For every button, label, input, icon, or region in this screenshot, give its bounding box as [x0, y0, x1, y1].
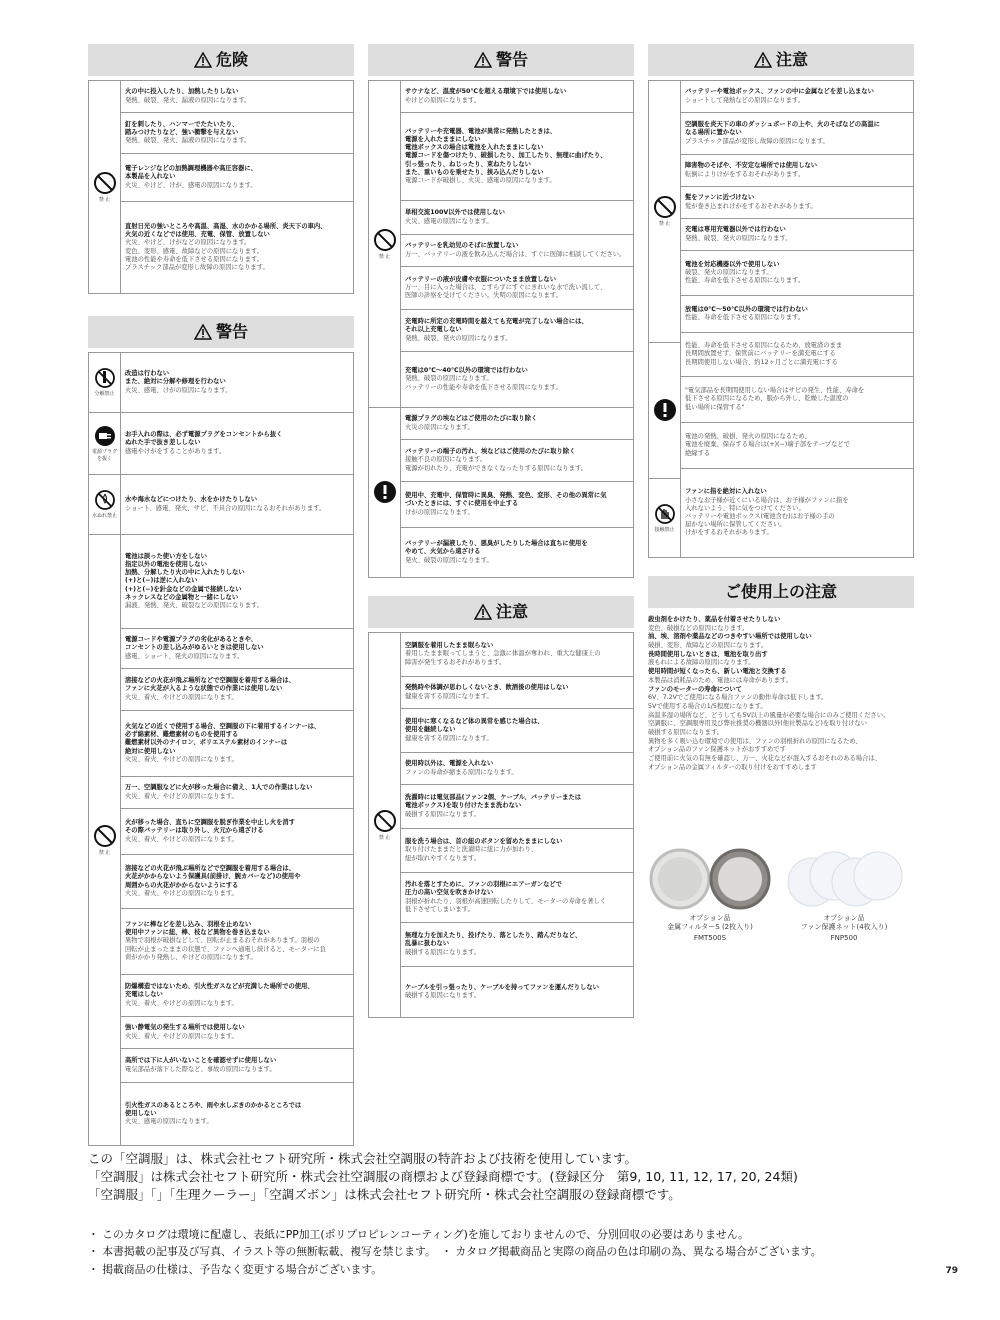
caution2-item-7: 汚れを落とすために、ファンの羽根にエアーガンなどで 圧力の高い空気を吹きかけない 羽根が折れたり、羽根が高速回転したりして、モーターの寿命を著しく 低下させてしまいます。 — [401, 873, 633, 923]
warning1-item-6: 溶接などの火花が飛ぶ場所などで空調服を着用する場合は、 ファンに火花が入るような状態での作業には使用しない 火災、着火、やけどの原因になります。 — [121, 669, 353, 711]
warning2-item-7: 充電は0℃〜40℃以外の環境では行わない 発熱、破裂の原因になります。 バッテリーの性能や寿命を低下させる原因になります。 — [401, 352, 633, 408]
prohibited-cell: 禁 止 — [369, 633, 400, 1017]
usage-line: 使用時間が短くなったら、新しい電池と交換する — [648, 668, 787, 676]
caution3-item-9: "電気部品を長期間使用しない場合はサビの発生、性能、寿命を 低下させる原因になるため、服から外し、乾燥した温度の 低い場所に保管する" — [681, 377, 913, 423]
warning1-item-12: 防爆構造ではないため、引火性ガスなどが充満した場所での使用、 充電はしない 火災、着火、やけどの原因になります。 — [121, 975, 353, 1017]
warning2-item-8: 電源プラグの埃などはご使用のたびに取り除く 火災の原因になります。 — [401, 408, 633, 440]
catalog-note: ・ このカタログは環境に配慮し、表紙にPP加工(ポリプロピレンコーティング)を施しておりませんので、分別回収の必要はありません。 — [88, 1228, 749, 1241]
caution2-item-2: 発熱時や体調が思わしくないとき、飲酒後の使用はしない 健康を害する原因になります。 — [401, 677, 633, 709]
usage-header — [648, 576, 914, 608]
trademark-line: 「空調服」は株式会社セフト研究所・株式会社空調服の商標および登録商標です。(登録区分 第9, 10, 11, 12, 17, 20, 24類) — [88, 1168, 798, 1184]
usage-notes — [648, 576, 914, 772]
warning2-item-11: バッテリーが漏液したり、悪臭がしたりした場合は直ちに使用を やめて、火気から遠ざける 発火、破裂の原因になります。 — [405, 540, 588, 564]
usage-title: ご使用上の注意 — [724, 581, 837, 601]
danger-title: 危険 — [215, 49, 248, 69]
warning1-item-13: 強い静電気の発生する場所では使用しない 火災、着火、やけどの原因になります。 — [121, 1017, 353, 1049]
warning-triangle-icon — [194, 324, 212, 340]
caution2-item-1: 空調服を着用したまま眠らない 着用したまま眠ってしまうと、急激に体温が奪われ、重大な健康上の 障害が発生するおそれがあります。 — [401, 633, 633, 677]
usage-line: 液もれによる故障の原因になります。 — [648, 659, 755, 667]
warning1-item-8: 万一、空調服などに火が移った場合に備え、1人での作業はしない 火災、着火、やけどの原因になります。 — [121, 777, 353, 809]
warning-section-1 — [88, 352, 354, 1146]
danger-section — [88, 80, 354, 294]
caution2-item-6: 服を洗う場合は、首の紐のボタンを留めたままにしない 取り付けたままだと洗濯時に紐に力が加わり、 紐が取れやすくなります。 — [401, 829, 633, 873]
caution-header-3 — [648, 44, 914, 76]
caution-title-3: 注意 — [775, 49, 808, 69]
warning-header-1 — [88, 316, 354, 348]
protection-net-image — [784, 848, 904, 912]
warning-header-2 — [368, 44, 634, 76]
page-number: 79 — [945, 1266, 958, 1276]
mandatory-cell — [369, 408, 400, 577]
catalog-notes — [88, 1226, 948, 1278]
warning2-item-10: 使用中、充電中、保管時に異臭、発熱、変色、変形、その他の異常に気 づいたときには、すぐに使用を中止する けがの原因になります。 — [401, 482, 633, 528]
warning2-item-9: バッテリーの端子の汚れ、埃などはご使用のたびに取り除く 接触不良の原因になります。 電源が切れたり、充電ができなくなったりする原因になります。 — [401, 440, 633, 482]
prohibited-cell: 禁 止 — [89, 535, 120, 1145]
prohibited-cell: 禁 止 — [369, 81, 400, 408]
caution-title-2: 注意 — [495, 601, 528, 621]
danger-item-2: 釘を刺したり、ハンマーでたたいたり、 踏みつけたりなど、強い衝撃を与えない 発熱、破裂、発火、漏液の原因になります。 — [121, 113, 353, 154]
prohibited-icon — [653, 195, 677, 219]
mandatory-cell — [649, 343, 680, 479]
danger-item-3: 電子レンジなどの加熱調理機器や高圧容器に、 本製品を入れない 火災、やけど、けが、感電の原因になります。 — [121, 154, 353, 202]
caution2-item-8: 無理な力を加えたり、投げたり、落としたり、踏んだりなど、 乱暴に扱わない 破損する原因になります。 — [401, 923, 633, 967]
usage-line: 長時間使用しないときは、電池を取り出す — [648, 650, 768, 658]
caution3-item-8: 性能、寿命を低下させる原因になるため、放電済のまま 長期間放置せず、保管前にバッテリーを満充電にする 長期間使用しない場合、約12ヶ月ごとに満充電にする — [681, 333, 913, 377]
warning-triangle-icon — [474, 52, 492, 68]
prohibited-icon — [93, 824, 117, 848]
caution3-item-10: 電池の発熱、破損、発火の原因になるため、 電池を廃棄、保存する場合は(+)(−)端子部をテープなどで 絶縁する — [681, 423, 913, 469]
warning2-item-2: バッテリーや充電器、電池が異常に発熱したときは、 電源を入れたままにしない 電池ボックスの場合は電池を入れたままにしない 電源コードを傷つけたり、破損したり、加工したり、無理に曲げたり、 引っ張ったり、ねじったり、束ねたりしない また、重いものを乗せたり、挟み込んだりしない 電源コードが破損し、火災、感電の原因になります。 — [401, 113, 633, 201]
warning2-item-3: 単相交流100V以外では使用しない 火災、感電の原因になります。 — [401, 201, 633, 235]
unplug-cell: 電源プラグ を抜く — [89, 413, 120, 475]
caution3-item-5: 充電は専用充電器以外では行わない 発熱、破裂、発火の原因になります。 — [681, 219, 913, 251]
prohibited-icon — [373, 809, 397, 833]
exclamation-icon — [653, 398, 677, 422]
warning1-item-2: お手入れの際は、必ず電源プラグをコンセントから抜く ぬれた手で抜き差ししない 感電やけがをすることがあります。 — [121, 413, 353, 475]
trademark-line: この「空調服」は、株式会社セフト研究所・株式会社空調服の特許および技術を使用しています。 — [88, 1151, 638, 1166]
no-touch-cell: 接触禁止 — [649, 479, 680, 557]
warning1-item-3: 水や海水などにつけたり、水をかけたりしない ショート、感電、発火、サビ、不具合の原因になるおそれがあります。 — [121, 475, 353, 535]
warning-section-2 — [368, 80, 634, 578]
prohibited-label: 禁 止 — [98, 196, 111, 203]
column-1 — [88, 44, 354, 1146]
warning-title-1: 警告 — [215, 321, 248, 341]
usage-line: 変色、破損などの原因になります。 — [648, 624, 749, 632]
no-water-cell: 水ぬれ禁止 — [89, 475, 120, 535]
column-3 — [648, 44, 914, 558]
usage-line: 殺虫剤をかけたり、薬品を付着させたりしない — [648, 616, 781, 623]
no-water-icon — [94, 489, 116, 511]
caution3-item-4: 髪をファンに近づけない 髪が巻き込まれけがをするおそれがあります。 — [681, 187, 913, 219]
caution3-item-1: バッテリーや電池ボックス、ファンの中に金属などを差し込まない ショートして発熱などの原因になります。 — [681, 81, 913, 113]
caution-section-3 — [648, 80, 914, 558]
caution-section-2 — [368, 632, 634, 1018]
warning1-item-1: 改造は行わない また、絶対に分解や修理を行わない 火災、感電、けがの原因になります。 — [121, 353, 353, 413]
warning1-item-14: 高所では下に人がいないことを確認せずに使用しない 電気部品が落下した際など、事故の原因になります。 — [121, 1049, 353, 1083]
trademark-line: 「空調服」「」「生理クーラー」「空調ズボン」は株式会社セフト研究所・株式会社空調服の登録商標です。 — [88, 1186, 681, 1202]
warning2-item-6: 充電時に所定の充電時間を越えても充電が完了しない場合には、 それ以上充電しない 発熱、破裂、発火の原因になります。 — [401, 310, 633, 352]
warning1-item-11: ファンに棒などを差し込み、羽根を止めない 使用中ファンに紐、棒、枝など異物を巻き込まない 異物で羽根が破損などして、回転が止まるおそれがあります。羽根の 回転が止まったままの状態で、ファンへ通電し続けると、モーターに負 荷がかかり発熱し、やけどの原因になります。 — [121, 909, 353, 975]
caution3-item-7: 放電は0℃〜50℃以外の環境では行わない 性能、寿命を低下させる原因になります。 — [681, 296, 913, 333]
prohibited-cell — [89, 81, 120, 293]
caution3-item-6: 電池を対応機器以外で使用しない 破裂、発火の原因になります。 性能、寿命を低下させる原因になります。 — [681, 251, 913, 296]
catalog-note: ・ 本書掲載の記事及び写真、イラスト等の無断転載、複写を禁じます。 ・ カタログ掲載商品と実際の商品の色は印刷の為、異なる場合がございます。 — [88, 1245, 822, 1259]
prohibited-icon — [373, 228, 397, 252]
warning1-item-15: 引火性ガスのあるところや、雨や水しぶきのかかるところでは 使用しない 火災、感電の原因になります。 — [125, 1101, 302, 1126]
no-touch-icon — [654, 503, 676, 525]
protection-net-caption: オプション品 ファン保護ネット(4枚入り) FNP500 — [800, 914, 888, 943]
usage-line: 破損、変形、故障などの原因になります。 — [648, 642, 768, 650]
caution3-item-11: ファンに指を絶対に入れない 小さなお子様が近くにいる場合は、お子様がファンに指を 入れないよう、特に気をつけてください。 バッテリーや電池ボックス(電池含む)はお子様の手の 届かない場所に保管してください。 けがをするおそれがあります。 — [685, 488, 849, 537]
metal-filter-caption: オプション品 金属フィルターS (2枚入り) FMT500S — [667, 914, 753, 943]
prohibited-icon — [93, 171, 117, 195]
no-disassembly-icon — [94, 367, 116, 389]
prohibited-cell: 禁 止 — [649, 81, 680, 343]
usage-line: 油、埃、溶剤や薬品などのつきやすい場所では使用しない — [648, 633, 812, 641]
caution2-item-4: 使用時以外は、電源を入れない ファンの寿命が縮まる原因になります。 — [401, 753, 633, 785]
catalog-note: ・ 掲載商品の仕様は、予告なく変更する場合がございます。 — [88, 1262, 383, 1276]
caution3-item-2: 空調服を炎天下の車のダッシュボードの上や、火のそばなどの高温に なる場所に置かない プラスチック部品が変形し故障の原因になります。 — [681, 113, 913, 155]
caution2-item-5: 洗濯時には電気部品(ファン2個、ケーブル、バッテリーまたは 電池ボックス)を取り付けたまま洗わない 破損する原因になります。 — [401, 785, 633, 829]
danger-header — [88, 44, 354, 76]
warning1-item-9: 火が移った場合、直ちに空調服を脱ぎ作業を中止し火を消す その際バッテリーは取り外し、火元から遠ざける 火災、着火、やけどの原因になります。 — [121, 809, 353, 855]
warning1-item-7: 火気などの近くで使用する場合、空調服の下に着用するインナーは、 必ず綿素材、難燃素材のものを使用する 難燃素材以外のナイロン、ポリエステル素材のインナーは 絶対に使用しない 火災、着火、やけどの原因になります。 — [121, 711, 353, 777]
warning2-item-4: バッテリーを乳幼児のそばに放置しない 万一、バッテリーの液を飲み込んだ場合は、すぐに医師に相談してください。 — [401, 235, 633, 267]
caution2-item-3: 使用中に寒くなるなど体の異常を感じた場合は、 使用を継続しない 健康を害する原因になります。 — [401, 709, 633, 753]
warning1-item-5: 電源コードや電源プラグの劣化があるときや、 コンセントの差し込みがゆるいときは使用しない 感電、ショート、発火の原因になります。 — [121, 629, 353, 669]
usage-line: 6V、7.2Vでご使用になる場合ファンの動作寿命は低下します。 5Vで使用する場合の1/5程度になります。 高温多湿の場所など、どうしても5V以上の風量が必要な場合にのみご使用ください。 空調服に、空調服専用及び弊社推奨の機器以外(他社製品など)を取り付けない 破損する原因になります。 異物を多く吸い込む環境での使用は、ファンの羽根折れの原因になるため、 オプション品のファン保護ネットがおすすめです ご使用前に火気の有無を確認し、万一、火花などが混入するおそれのある場合は、 オプション品の金属フィルターの取り付けをおすすめします — [648, 694, 890, 771]
danger-item-4: 直射日光の強いところや高温、高湿、水のかかる場所、炎天下の車内、 火気の近くなどでは使用、充電、保管、放置しない 火災、やけど、けがなどの原因になります。 変色、変形、感電、故障などの原因になります。 電池の性能や寿命を低下させる原因になります。 プラスチック部品が変形し故障の原因になります。 — [125, 222, 327, 271]
warning-triangle-icon — [194, 52, 212, 68]
caution-header-2 — [368, 596, 634, 628]
exclamation-icon — [373, 480, 397, 504]
warning1-item-10: 溶接などの火花が飛ぶ場所などで空調服を着用する場合は、 火花がかからないよう保護具(前掛け、腕カバーなど)の使用や 周囲からの火花がかからないようにする 火災、着火、やけどの原因になります。 — [121, 855, 353, 909]
warning-triangle-icon — [754, 52, 772, 68]
warning-triangle-icon — [474, 604, 492, 620]
column-2 — [368, 44, 634, 1018]
warning2-item-5: バッテリーの液が皮膚や衣服についたまま放置しない 万一、目に入った場合は、こすらずにすぐにきれいな水で洗い流して、 医師の診察を受けてください。失明の原因になります。 — [401, 267, 633, 310]
danger-item-1: 火の中に投入したり、加熱したりしない 発熱、破裂、発火、漏液の原因になります。 — [121, 81, 353, 113]
usage-line: 本製品は消耗品のため、電池には寿命があります。 — [648, 676, 793, 684]
warning2-item-1: サウナなど、温度が50℃を超える環境下では使用しない やけどの原因になります。 — [401, 81, 633, 113]
unplug-icon — [94, 425, 116, 447]
warning-title-2: 警告 — [495, 49, 528, 69]
caution2-item-9: ケーブルを引っ張ったり、ケーブルを持ってファンを運んだりしない 破損する原因になります。 — [405, 983, 599, 999]
metal-filter-image — [648, 848, 774, 910]
no-disassembly-cell: 分解禁止 — [89, 353, 120, 413]
usage-line: ファンのモーターの寿命について — [648, 685, 742, 693]
caution3-item-3: 障害物のそばや、不安定な場所では使用しない 転倒によりけがをするおそれがあります。 — [681, 155, 913, 187]
trademark-notice — [88, 1150, 948, 1203]
warning1-item-4: 電池は誤った使い方をしない 指定以外の電池を使用しない 加熱、分解したり火の中に入れたりしない (+)と(−)は逆に入れない (+)と(−)を針金などの金属で接続しない ネックレスなどの金属物と一緒にしない 漏液、発熱、発火、破裂などの原因になります。 — [121, 535, 353, 629]
